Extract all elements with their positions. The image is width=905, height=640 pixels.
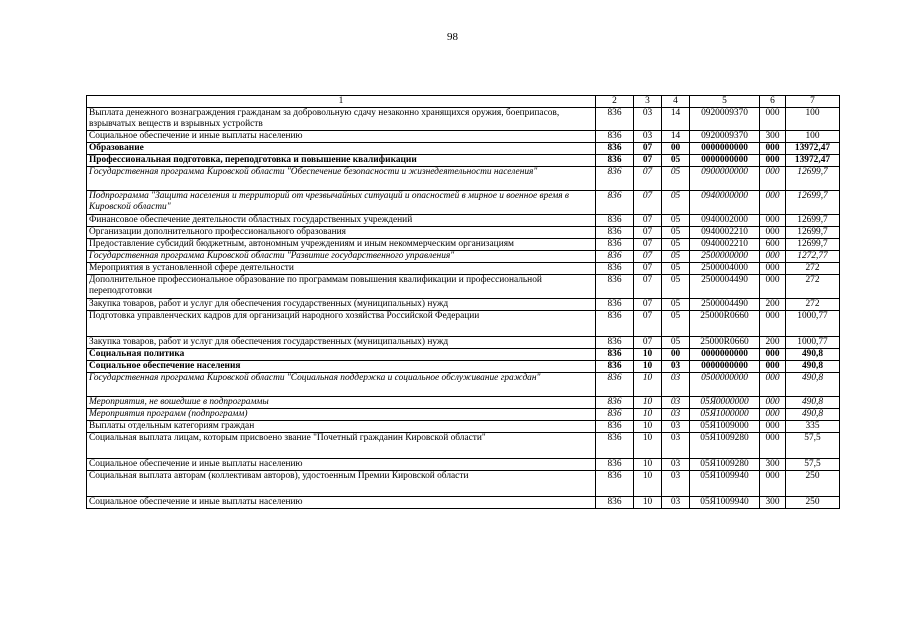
target-code-cell: 0000000000 xyxy=(690,143,760,155)
section-cell: 10 xyxy=(634,373,662,397)
subsection-cell: 05 xyxy=(662,251,690,263)
code-cell: 836 xyxy=(596,397,634,409)
amount-cell: 250 xyxy=(786,471,840,497)
target-code-cell: 0940000000 xyxy=(690,191,760,215)
amount-cell: 12699,7 xyxy=(786,239,840,251)
name-cell: Социальная выплата авторам (коллективам авторов), удостоенным Премии Кировской области xyxy=(87,471,596,497)
target-code-cell: 05Я0000000 xyxy=(690,397,760,409)
section-cell: 07 xyxy=(634,263,662,275)
subsection-cell: 03 xyxy=(662,361,690,373)
column-number-3: 3 xyxy=(634,96,662,108)
expense-type-cell: 000 xyxy=(760,275,786,299)
code-cell: 836 xyxy=(596,191,634,215)
expense-type-cell: 000 xyxy=(760,311,786,337)
table-row xyxy=(87,191,840,215)
expense-type-cell: 000 xyxy=(760,433,786,459)
section-cell: 10 xyxy=(634,349,662,361)
expense-type-cell: 000 xyxy=(760,191,786,215)
subsection-cell: 05 xyxy=(662,311,690,337)
table-row xyxy=(87,421,840,433)
subsection-cell: 05 xyxy=(662,239,690,251)
expense-type-cell: 200 xyxy=(760,299,786,311)
section-cell: 07 xyxy=(634,311,662,337)
section-cell: 07 xyxy=(634,251,662,263)
name-cell: Государственная программа Кировской области "Развитие государственного управления" xyxy=(87,251,596,263)
amount-cell: 57,5 xyxy=(786,459,840,471)
amount-cell: 13972,47 xyxy=(786,143,840,155)
name-cell: Подготовка управленческих кадров для организаций народного хозяйства Российской Федерации xyxy=(87,311,596,337)
target-code-cell: 0920009370 xyxy=(690,131,760,143)
code-cell: 836 xyxy=(596,263,634,275)
amount-cell: 12699,7 xyxy=(786,167,840,191)
table-row xyxy=(87,459,840,471)
section-cell: 10 xyxy=(634,409,662,421)
expense-type-cell: 000 xyxy=(760,251,786,263)
target-code-cell: 0940002000 xyxy=(690,215,760,227)
amount-cell: 100 xyxy=(786,131,840,143)
table-row xyxy=(87,311,840,337)
expense-type-cell: 000 xyxy=(760,227,786,239)
table-row xyxy=(87,497,840,509)
subsection-cell: 05 xyxy=(662,275,690,299)
subsection-cell: 14 xyxy=(662,131,690,143)
code-cell: 836 xyxy=(596,409,634,421)
code-cell: 836 xyxy=(596,459,634,471)
name-cell: Предоставление субсидий бюджетным, автономным учреждениям и иным некоммерческим организациям xyxy=(87,239,596,251)
table-row xyxy=(87,409,840,421)
table-row xyxy=(87,131,840,143)
page-number: 98 xyxy=(447,31,458,43)
table-row xyxy=(87,263,840,275)
table-row xyxy=(87,299,840,311)
code-cell: 836 xyxy=(596,251,634,263)
code-cell: 836 xyxy=(596,131,634,143)
target-code-cell: 0500000000 xyxy=(690,373,760,397)
code-cell: 836 xyxy=(596,311,634,337)
amount-cell: 490,8 xyxy=(786,373,840,397)
code-cell: 836 xyxy=(596,143,634,155)
amount-cell: 490,8 xyxy=(786,397,840,409)
section-cell: 10 xyxy=(634,361,662,373)
expense-type-cell: 000 xyxy=(760,373,786,397)
section-cell: 07 xyxy=(634,227,662,239)
name-cell: Выплаты отдельным категориям граждан xyxy=(87,421,596,433)
target-code-cell: 05Я1009940 xyxy=(690,497,760,509)
target-code-cell: 05Я1009000 xyxy=(690,421,760,433)
section-cell: 03 xyxy=(634,131,662,143)
column-number-5: 5 xyxy=(690,96,760,108)
amount-cell: 100 xyxy=(786,108,840,131)
name-cell: Организации дополнительного профессионального образования xyxy=(87,227,596,239)
target-code-cell: 0920009370 xyxy=(690,108,760,131)
amount-cell: 490,8 xyxy=(786,361,840,373)
code-cell: 836 xyxy=(596,275,634,299)
subsection-cell: 05 xyxy=(662,337,690,349)
subsection-cell: 05 xyxy=(662,215,690,227)
table-row xyxy=(87,251,840,263)
section-cell: 10 xyxy=(634,459,662,471)
name-cell: Закупка товаров, работ и услуг для обеспечения государственных (муниципальных) нужд xyxy=(87,337,596,349)
code-cell: 836 xyxy=(596,337,634,349)
amount-cell: 490,8 xyxy=(786,349,840,361)
section-cell: 07 xyxy=(634,299,662,311)
target-code-cell: 05Я1009280 xyxy=(690,459,760,471)
table-row xyxy=(87,433,840,459)
table-row xyxy=(87,143,840,155)
amount-cell: 1000,77 xyxy=(786,311,840,337)
subsection-cell: 00 xyxy=(662,349,690,361)
code-cell: 836 xyxy=(596,361,634,373)
amount-cell: 13972,47 xyxy=(786,155,840,167)
section-cell: 07 xyxy=(634,337,662,349)
subsection-cell: 05 xyxy=(662,227,690,239)
name-cell: Социальная политика xyxy=(87,349,596,361)
amount-cell: 12699,7 xyxy=(786,227,840,239)
name-cell: Профессиональная подготовка, переподготовка и повышение квалификации xyxy=(87,155,596,167)
name-cell: Подпрограмма "Защита населения и территорий от чрезвычайных ситуаций и опасностей в мирное и военное время в Кировской области" xyxy=(87,191,596,215)
name-cell: Социальное обеспечение населения xyxy=(87,361,596,373)
column-number-2: 2 xyxy=(596,96,634,108)
target-code-cell: 0940002210 xyxy=(690,227,760,239)
expense-type-cell: 000 xyxy=(760,108,786,131)
column-number-6: 6 xyxy=(760,96,786,108)
name-cell: Социальное обеспечение и иные выплаты населению xyxy=(87,459,596,471)
name-cell: Государственная программа Кировской области "Социальная поддержка и социальное обслуживание граждан" xyxy=(87,373,596,397)
target-code-cell: 05Я1009940 xyxy=(690,471,760,497)
column-number-1: 1 xyxy=(87,96,596,108)
amount-cell: 335 xyxy=(786,421,840,433)
table-row xyxy=(87,275,840,299)
code-cell: 836 xyxy=(596,433,634,459)
table-row xyxy=(87,215,840,227)
section-cell: 10 xyxy=(634,397,662,409)
target-code-cell: 2500004490 xyxy=(690,299,760,311)
subsection-cell: 03 xyxy=(662,433,690,459)
table-row xyxy=(87,337,840,349)
subsection-cell: 03 xyxy=(662,373,690,397)
expense-type-cell: 300 xyxy=(760,131,786,143)
expense-type-cell: 000 xyxy=(760,409,786,421)
subsection-cell: 03 xyxy=(662,397,690,409)
expense-type-cell: 300 xyxy=(760,459,786,471)
target-code-cell: 2500004490 xyxy=(690,275,760,299)
name-cell: Дополнительное профессиональное образование по программам повышения квалификации и профессиональной переподготовки xyxy=(87,275,596,299)
expense-type-cell: 000 xyxy=(760,143,786,155)
column-number-4: 4 xyxy=(662,96,690,108)
section-cell: 07 xyxy=(634,191,662,215)
name-cell: Государственная программа Кировской области "Обеспечение безопасности и жизнедеятельности населения" xyxy=(87,167,596,191)
code-cell: 836 xyxy=(596,215,634,227)
expense-type-cell: 000 xyxy=(760,397,786,409)
expense-type-cell: 000 xyxy=(760,421,786,433)
name-cell: Мероприятия программ (подпрограмм) xyxy=(87,409,596,421)
expense-type-cell: 000 xyxy=(760,167,786,191)
expense-type-cell: 600 xyxy=(760,239,786,251)
subsection-cell: 03 xyxy=(662,409,690,421)
target-code-cell: 2500000000 xyxy=(690,251,760,263)
code-cell: 836 xyxy=(596,239,634,251)
name-cell: Выплата денежного вознаграждения гражданам за добровольную сдачу незаконно хранящихся оружия, боеприпасов, взрывчатых веществ и взрывных устройств xyxy=(87,108,596,131)
code-cell: 836 xyxy=(596,108,634,131)
code-cell: 836 xyxy=(596,471,634,497)
section-cell: 10 xyxy=(634,471,662,497)
target-code-cell: 0940002210 xyxy=(690,239,760,251)
amount-cell: 272 xyxy=(786,275,840,299)
column-number-7: 7 xyxy=(786,96,840,108)
target-code-cell: 0000000000 xyxy=(690,361,760,373)
name-cell: Финансовое обеспечение деятельности областных государственных учреждений xyxy=(87,215,596,227)
target-code-cell: 25000R0660 xyxy=(690,311,760,337)
code-cell: 836 xyxy=(596,497,634,509)
subsection-cell: 03 xyxy=(662,459,690,471)
table-row xyxy=(87,397,840,409)
code-cell: 836 xyxy=(596,421,634,433)
section-cell: 03 xyxy=(634,108,662,131)
subsection-cell: 05 xyxy=(662,191,690,215)
amount-cell: 272 xyxy=(786,299,840,311)
amount-cell: 1000,77 xyxy=(786,337,840,349)
subsection-cell: 05 xyxy=(662,299,690,311)
subsection-cell: 03 xyxy=(662,471,690,497)
subsection-cell: 05 xyxy=(662,263,690,275)
section-cell: 07 xyxy=(634,239,662,251)
subsection-cell: 00 xyxy=(662,143,690,155)
table-row xyxy=(87,373,840,397)
name-cell: Образование xyxy=(87,143,596,155)
table-row xyxy=(87,361,840,373)
subsection-cell: 03 xyxy=(662,421,690,433)
section-cell: 07 xyxy=(634,167,662,191)
table-row xyxy=(87,227,840,239)
name-cell: Мероприятия в установленной сфере деятельности xyxy=(87,263,596,275)
target-code-cell: 0900000000 xyxy=(690,167,760,191)
expense-type-cell: 300 xyxy=(760,497,786,509)
expense-type-cell: 200 xyxy=(760,337,786,349)
table-row xyxy=(87,108,840,131)
target-code-cell: 2500004000 xyxy=(690,263,760,275)
code-cell: 836 xyxy=(596,155,634,167)
code-cell: 836 xyxy=(596,373,634,397)
expense-type-cell: 000 xyxy=(760,471,786,497)
section-cell: 07 xyxy=(634,143,662,155)
target-code-cell: 25000R0660 xyxy=(690,337,760,349)
amount-cell: 490,8 xyxy=(786,409,840,421)
expense-type-cell: 000 xyxy=(760,349,786,361)
name-cell: Социальное обеспечение и иные выплаты населению xyxy=(87,497,596,509)
code-cell: 836 xyxy=(596,227,634,239)
target-code-cell: 0000000000 xyxy=(690,349,760,361)
amount-cell: 12699,7 xyxy=(786,215,840,227)
code-cell: 836 xyxy=(596,167,634,191)
section-cell: 07 xyxy=(634,155,662,167)
table-row xyxy=(87,155,840,167)
name-cell: Закупка товаров, работ и услуг для обеспечения государственных (муниципальных) нужд xyxy=(87,299,596,311)
target-code-cell: 05Я1000000 xyxy=(690,409,760,421)
table-header-row xyxy=(87,96,840,108)
target-code-cell: 05Я1009280 xyxy=(690,433,760,459)
target-code-cell: 0000000000 xyxy=(690,155,760,167)
section-cell: 10 xyxy=(634,497,662,509)
subsection-cell: 14 xyxy=(662,108,690,131)
expense-type-cell: 000 xyxy=(760,215,786,227)
table-row xyxy=(87,167,840,191)
name-cell: Социальное обеспечение и иные выплаты населению xyxy=(87,131,596,143)
subsection-cell: 05 xyxy=(662,155,690,167)
table-row xyxy=(87,349,840,361)
subsection-cell: 05 xyxy=(662,167,690,191)
amount-cell: 12699,7 xyxy=(786,191,840,215)
amount-cell: 272 xyxy=(786,263,840,275)
name-cell: Мероприятия, не вошедшие в подпрограммы xyxy=(87,397,596,409)
table-row xyxy=(87,471,840,497)
section-cell: 07 xyxy=(634,215,662,227)
code-cell: 836 xyxy=(596,349,634,361)
code-cell: 836 xyxy=(596,299,634,311)
amount-cell: 250 xyxy=(786,497,840,509)
name-cell: Социальная выплата лицам, которым присвоено звание "Почетный гражданин Кировской области" xyxy=(87,433,596,459)
subsection-cell: 03 xyxy=(662,497,690,509)
expense-type-cell: 000 xyxy=(760,361,786,373)
expense-type-cell: 000 xyxy=(760,263,786,275)
table-row xyxy=(87,239,840,251)
section-cell: 10 xyxy=(634,421,662,433)
amount-cell: 57,5 xyxy=(786,433,840,459)
expense-type-cell: 000 xyxy=(760,155,786,167)
budget-table xyxy=(86,95,840,509)
section-cell: 10 xyxy=(634,433,662,459)
section-cell: 07 xyxy=(634,275,662,299)
amount-cell: 1272,77 xyxy=(786,251,840,263)
